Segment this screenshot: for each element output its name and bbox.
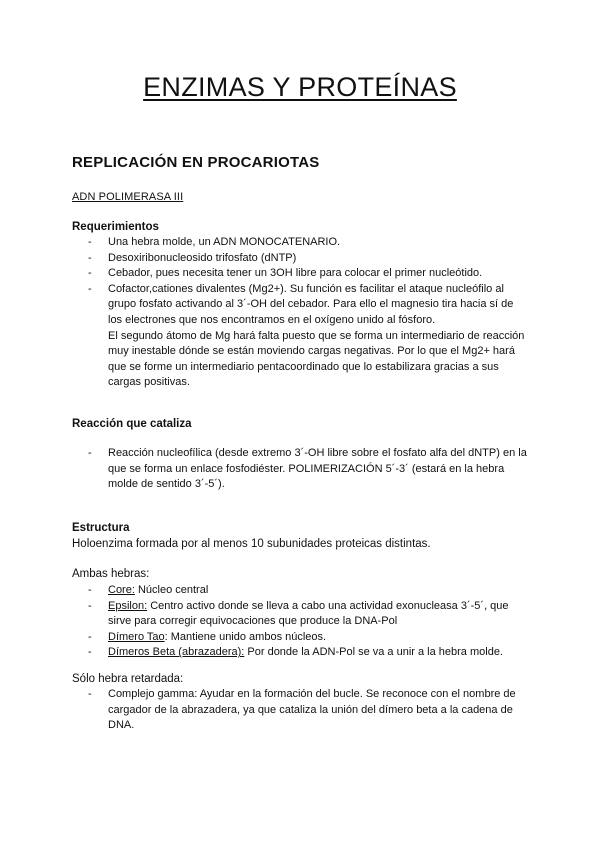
solo-hebra-list [88, 687, 528, 734]
estructura-description: Holoenzima formada por al menos 10 subunidades proteicas distintas. [72, 538, 431, 550]
solo-hebra-label: Sólo hebra retardada: [72, 673, 184, 685]
requerimientos-heading: Requerimientos [72, 221, 159, 233]
definition: Por donde la ADN-Pol se va a unir a la hebra molde. [244, 646, 503, 659]
definition: Núcleo central [134, 584, 209, 596]
definition: : Mantiene unido ambos núcleos. [164, 630, 327, 643]
list-item [88, 630, 528, 646]
list-item: - Cebador, pues necesita tener un 3OH libre para colocar el primer nucleótido. [88, 266, 528, 282]
list-item: - Complejo gamma: Ayudar en la formación del bucle. Se reconoce con el nombre de cargador de la abrazadera, ya que cataliza la unión del dímero beta a la cadena de DNA. [88, 687, 528, 734]
definition: Centro activo donde se lleva a cabo una actividad exonucleasa 3´-5´, que sirve para corregir equivocaciones que produce la DNA-Pol [108, 599, 509, 628]
list-item-text: Cofactor,cationes divalentes (Mg2+). Su función es facilitar el ataque nucleófilo al grupo fosfato activando al 3´-OH del cebador. Para ello el magnesio tira hacia sí de los electrones que nos encontramos en el oxígeno unido al fósforo. [108, 282, 514, 326]
subsection-title: ADN POLIMERASA III [72, 191, 184, 203]
list-item-continuation: El segundo átomo de Mg hará falta puesto que se forma un intermediario de reacción muy inestable dónde se están moviendo cargas negativas. Por lo que el Mg2+ hará que se forme un intermediario pentacoordinado que lo estabilizara gracias a sus cargas positivas. [108, 329, 525, 389]
reaccion-heading: Reacción que cataliza [72, 418, 192, 430]
term: Core: [108, 584, 135, 596]
term: Dímero Tao [108, 630, 165, 643]
page-title: ENZIMAS Y PROTEÍNAS [143, 72, 457, 102]
list-item: - Desoxiribonucleosido trifosfato (dNTP) [88, 251, 528, 267]
requerimientos-list [88, 235, 528, 391]
ambas-hebras-label: Ambas hebras: [72, 568, 150, 580]
list-item [88, 599, 528, 630]
list-item: - Reacción nucleofílica (desde extremo 3´-OH libre sobre el fosfato alfa del dNTP) en la que se forma un enlace fosfodiéster. POLIMERIZACIÓN 5´-3´ (estará en la hebra molde de sentido 3´-5´). [88, 446, 528, 493]
term: Dímeros Beta (abrazadera): [108, 646, 245, 659]
estructura-heading: Estructura [72, 522, 130, 534]
ambas-hebras-list [88, 583, 528, 661]
list-item: - Una hebra molde, un ADN MONOCATENARIO. [88, 235, 528, 251]
reaccion-list [88, 446, 528, 493]
list-item [88, 583, 528, 599]
term: Epsilon: [108, 599, 148, 612]
list-item [88, 282, 528, 391]
section-heading: REPLICACIÓN EN PROCARIOTAS [72, 154, 320, 171]
list-item [88, 645, 528, 661]
